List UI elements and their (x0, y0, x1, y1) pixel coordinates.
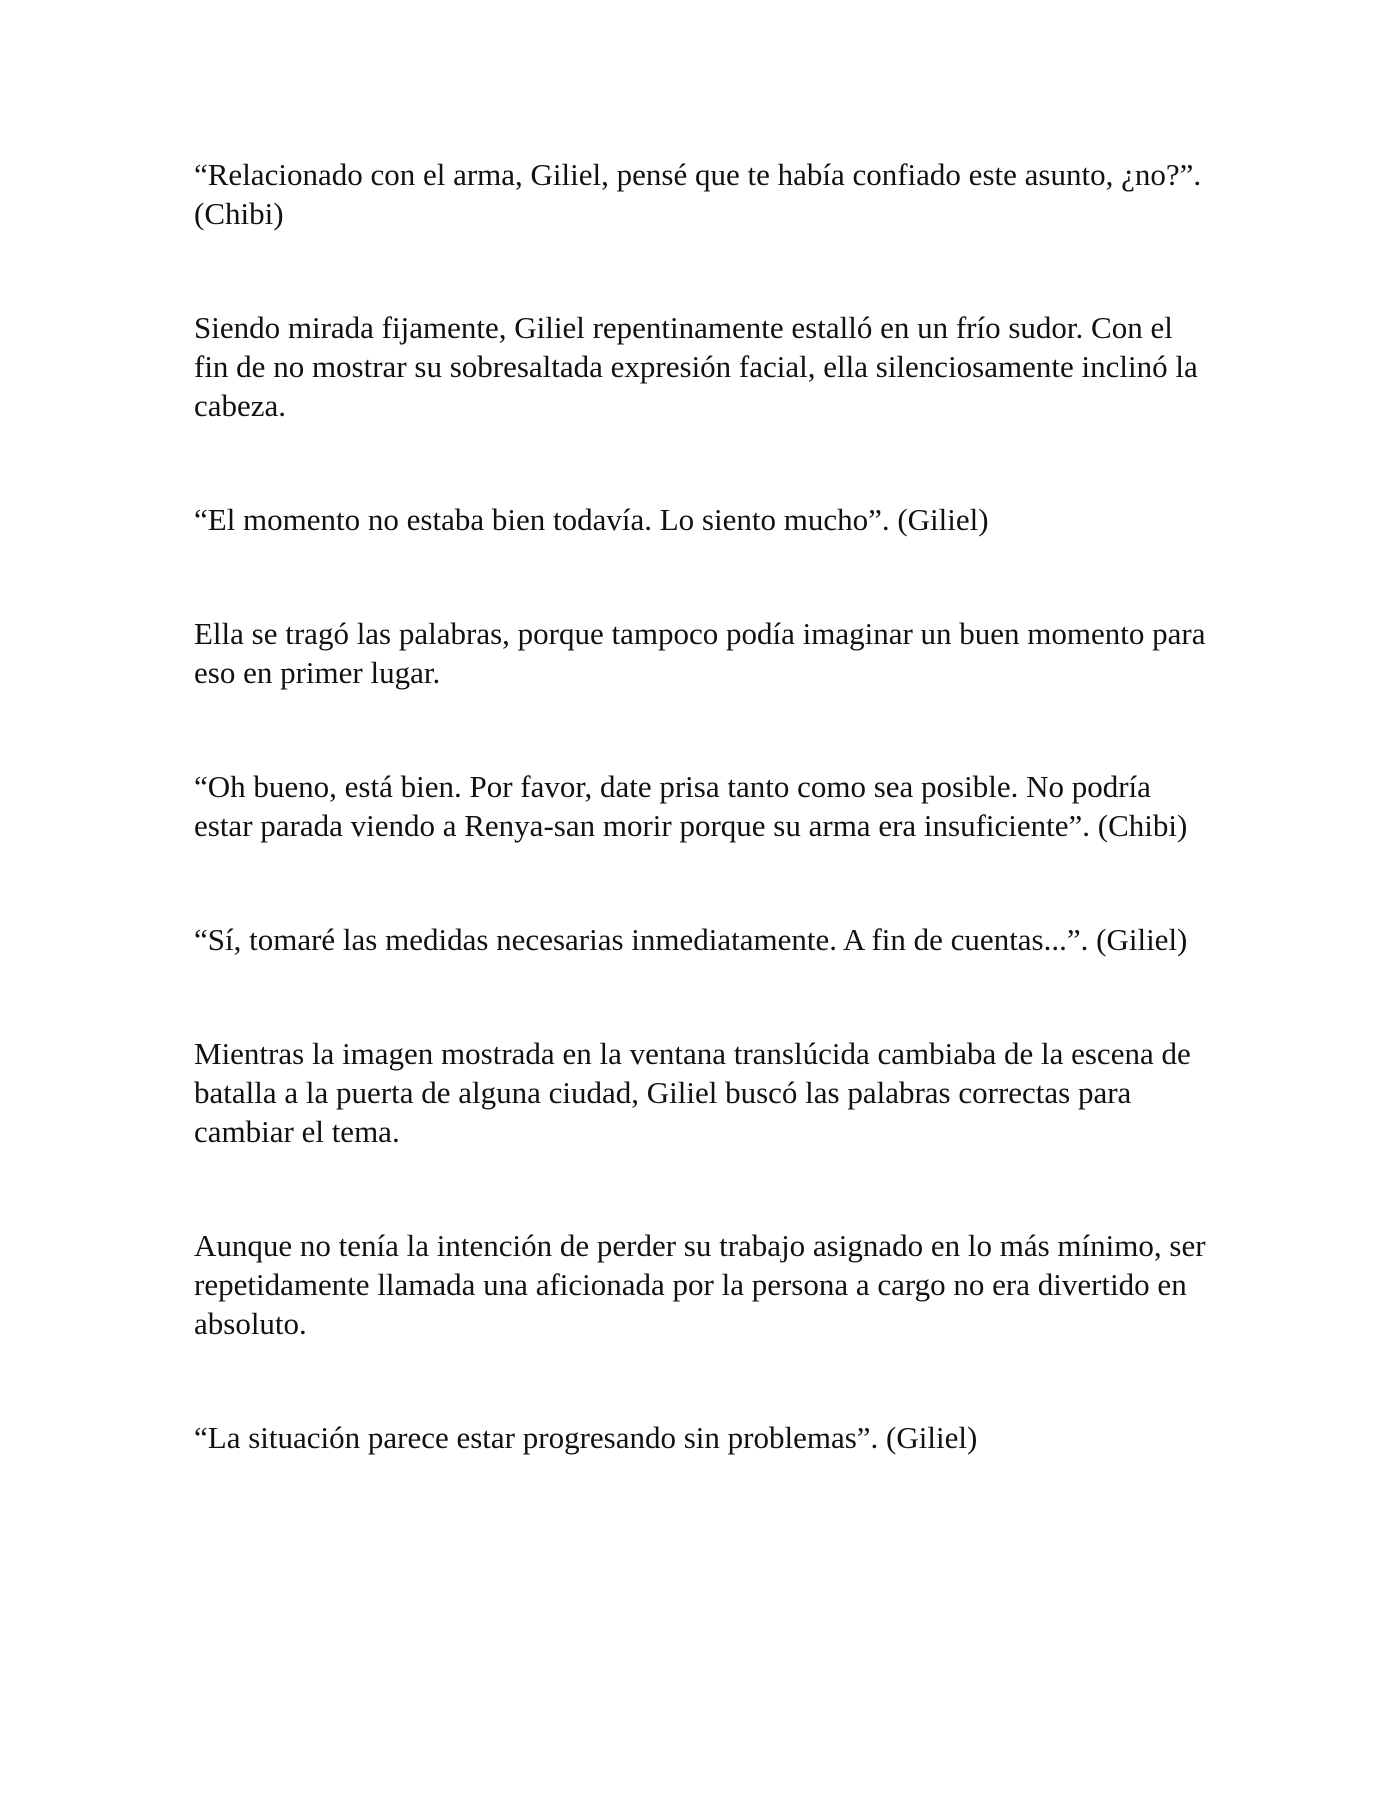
paragraph-3: “El momento no estaba bien todavía. Lo siento mucho”. (Giliel) (194, 502, 989, 537)
paragraph-5: “Oh bueno, está bien. Por favor, date prisa tanto como sea posible. No podría estar parada viendo a Renya-san morir porque su arma era insuficiente”. (Chibi) (194, 769, 1188, 843)
paragraph-7: Mientras la imagen mostrada en la ventana translúcida cambiaba de la escena de batalla a la puerta de alguna ciudad, Giliel buscó las palabras correctas para cambiar el tema. (194, 1036, 1191, 1149)
paragraph-2: Siendo mirada fijamente, Giliel repentinamente estalló en un frío sudor. Con el fin de no mostrar su sobresaltada expresión facial, ella silenciosamente inclinó la cabeza. (194, 310, 1198, 423)
paragraph-8: Aunque no tenía la intención de perder su trabajo asignado en lo más mínimo, ser repetidamente llamada una aficionada por la persona a cargo no era divertido en absoluto. (194, 1228, 1206, 1341)
paragraph-9: “La situación parece estar progresando sin problemas”. (Giliel) (194, 1420, 978, 1455)
paragraph-1: “Relacionado con el arma, Giliel, pensé que te había confiado este asunto, ¿no?”. (Chibi) (194, 157, 1202, 231)
paragraph-4: Ella se tragó las palabras, porque tampoco podía imaginar un buen momento para eso en primer lugar. (194, 616, 1206, 690)
document-body (194, 155, 1214, 1457)
paragraph-6: “Sí, tomaré las medidas necesarias inmediatamente. A fin de cuentas...”. (Giliel) (194, 922, 1188, 957)
